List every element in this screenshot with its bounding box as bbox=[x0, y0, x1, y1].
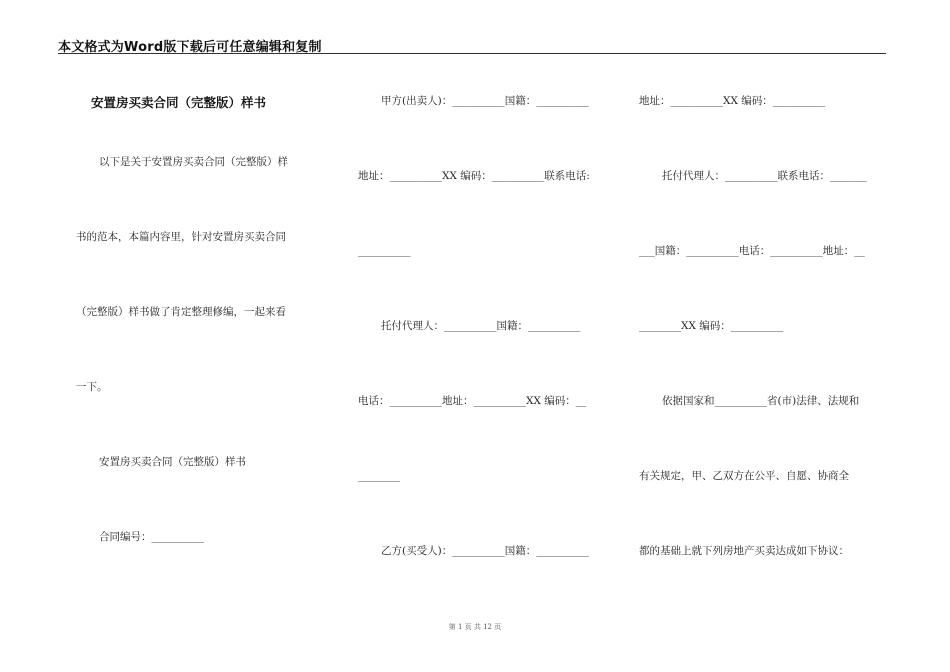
col2-line-3: __________ bbox=[358, 245, 411, 257]
col1-line-3: （完整版）样书做了肯定整理修编，一起来看 bbox=[76, 306, 286, 318]
page-number-footer: 第 1 页 共 12 页 bbox=[448, 623, 502, 631]
col1-line-1: 以下是关于安置房买卖合同（完整版）样 bbox=[99, 156, 288, 168]
col3-line-3: ___国籍：__________电话：__________地址：__ bbox=[639, 245, 865, 257]
col2-line-1: 甲方(出卖人)：__________国籍：__________ bbox=[381, 95, 589, 107]
col3-line-2: 托付代理人：__________联系电话：_______ bbox=[662, 170, 867, 182]
col1-line-4: 一下。 bbox=[76, 381, 108, 393]
col2-line-5: 电话：__________地址：__________XX 编码：__ bbox=[358, 395, 587, 407]
col3-line-7: 都的基础上就下列房地产买卖达成如下协议： bbox=[639, 545, 849, 557]
col3-line-5: 依据国家和__________省(市)法律、法规和 bbox=[662, 395, 860, 407]
col2-line-6: ________ bbox=[358, 470, 400, 482]
col2-line-2: 地址：__________XX 编码：__________联系电话: bbox=[358, 170, 590, 182]
col1-line-5: 安置房买卖合同（完整版）样书 bbox=[99, 456, 246, 468]
col1-line-2: 书的范本，本篇内容里，针对安置房买卖合同 bbox=[76, 231, 286, 243]
header-divider bbox=[58, 53, 886, 54]
col1-line-6: 合同编号：__________ bbox=[99, 531, 204, 543]
col3-line-6: 有关规定，甲、乙双方在公平、自愿、协商全 bbox=[639, 470, 849, 482]
col2-line-7: 乙方(买受人)：__________国籍：__________ bbox=[381, 545, 589, 557]
col2-line-4: 托付代理人：__________国籍：__________ bbox=[381, 320, 581, 332]
page-header-title: 本文格式为Word版下载后可任意编辑和复制 bbox=[58, 40, 322, 55]
document-title: 安置房买卖合同（完整版）样书 bbox=[91, 95, 267, 110]
col3-line-1: 地址：__________XX 编码：__________ bbox=[639, 95, 826, 107]
col3-line-4: ________XX 编码：__________ bbox=[639, 320, 784, 332]
